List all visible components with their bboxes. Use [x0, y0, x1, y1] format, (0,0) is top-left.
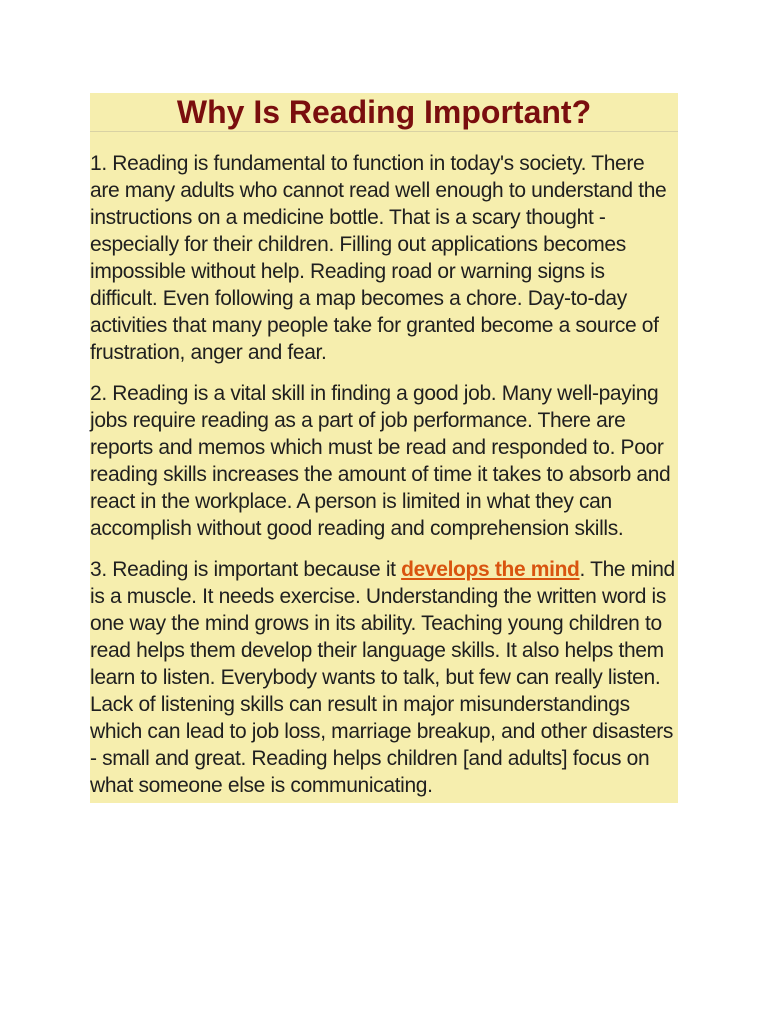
develops-the-mind-link[interactable]: develops the mind [401, 558, 580, 581]
paragraph-3-rest: . The mind is a muscle. It needs exercise. Understanding the written word is one way the mind grows in its ability. Teaching young children to read helps them develop their language skills. It also helps them learn to listen. Everybody wants to talk, but few can really listen. Lack of listening skills can result in major misunderstandings which can lead to job loss, marriage breakup, and other disasters - small and great. Reading helps children [and adults] focus on what someone else is communicating. [90, 558, 675, 797]
page-title: Why Is Reading Important? [176, 94, 592, 130]
article-body [90, 132, 678, 803]
paragraph-1: 1. Reading is fundamental to function in today's society. There are many adults who cannot read well enough to understand the instructions on a medicine bottle. That is a scary thought - especially for their children. Filling out applications becomes impossible without help. Reading road or warning signs is difficult. Even following a map becomes a chore. Day-to-day activities that many people take for granted become a source of frustration, anger and fear. [90, 152, 667, 364]
paragraph-3-lead: 3. Reading is important because it [90, 558, 402, 581]
article-panel [90, 93, 678, 803]
title-bar [90, 93, 678, 132]
paragraph-3 [90, 556, 678, 799]
paragraph-2: 2. Reading is a vital skill in finding a good job. Many well-paying jobs require reading as a part of job performance. There are reports and memos which must be read and responded to. Poor reading skills increases the amount of time it takes to absorb and react in the workplace. A person is limited in what they can accomplish without good reading and comprehension skills. [90, 382, 671, 540]
